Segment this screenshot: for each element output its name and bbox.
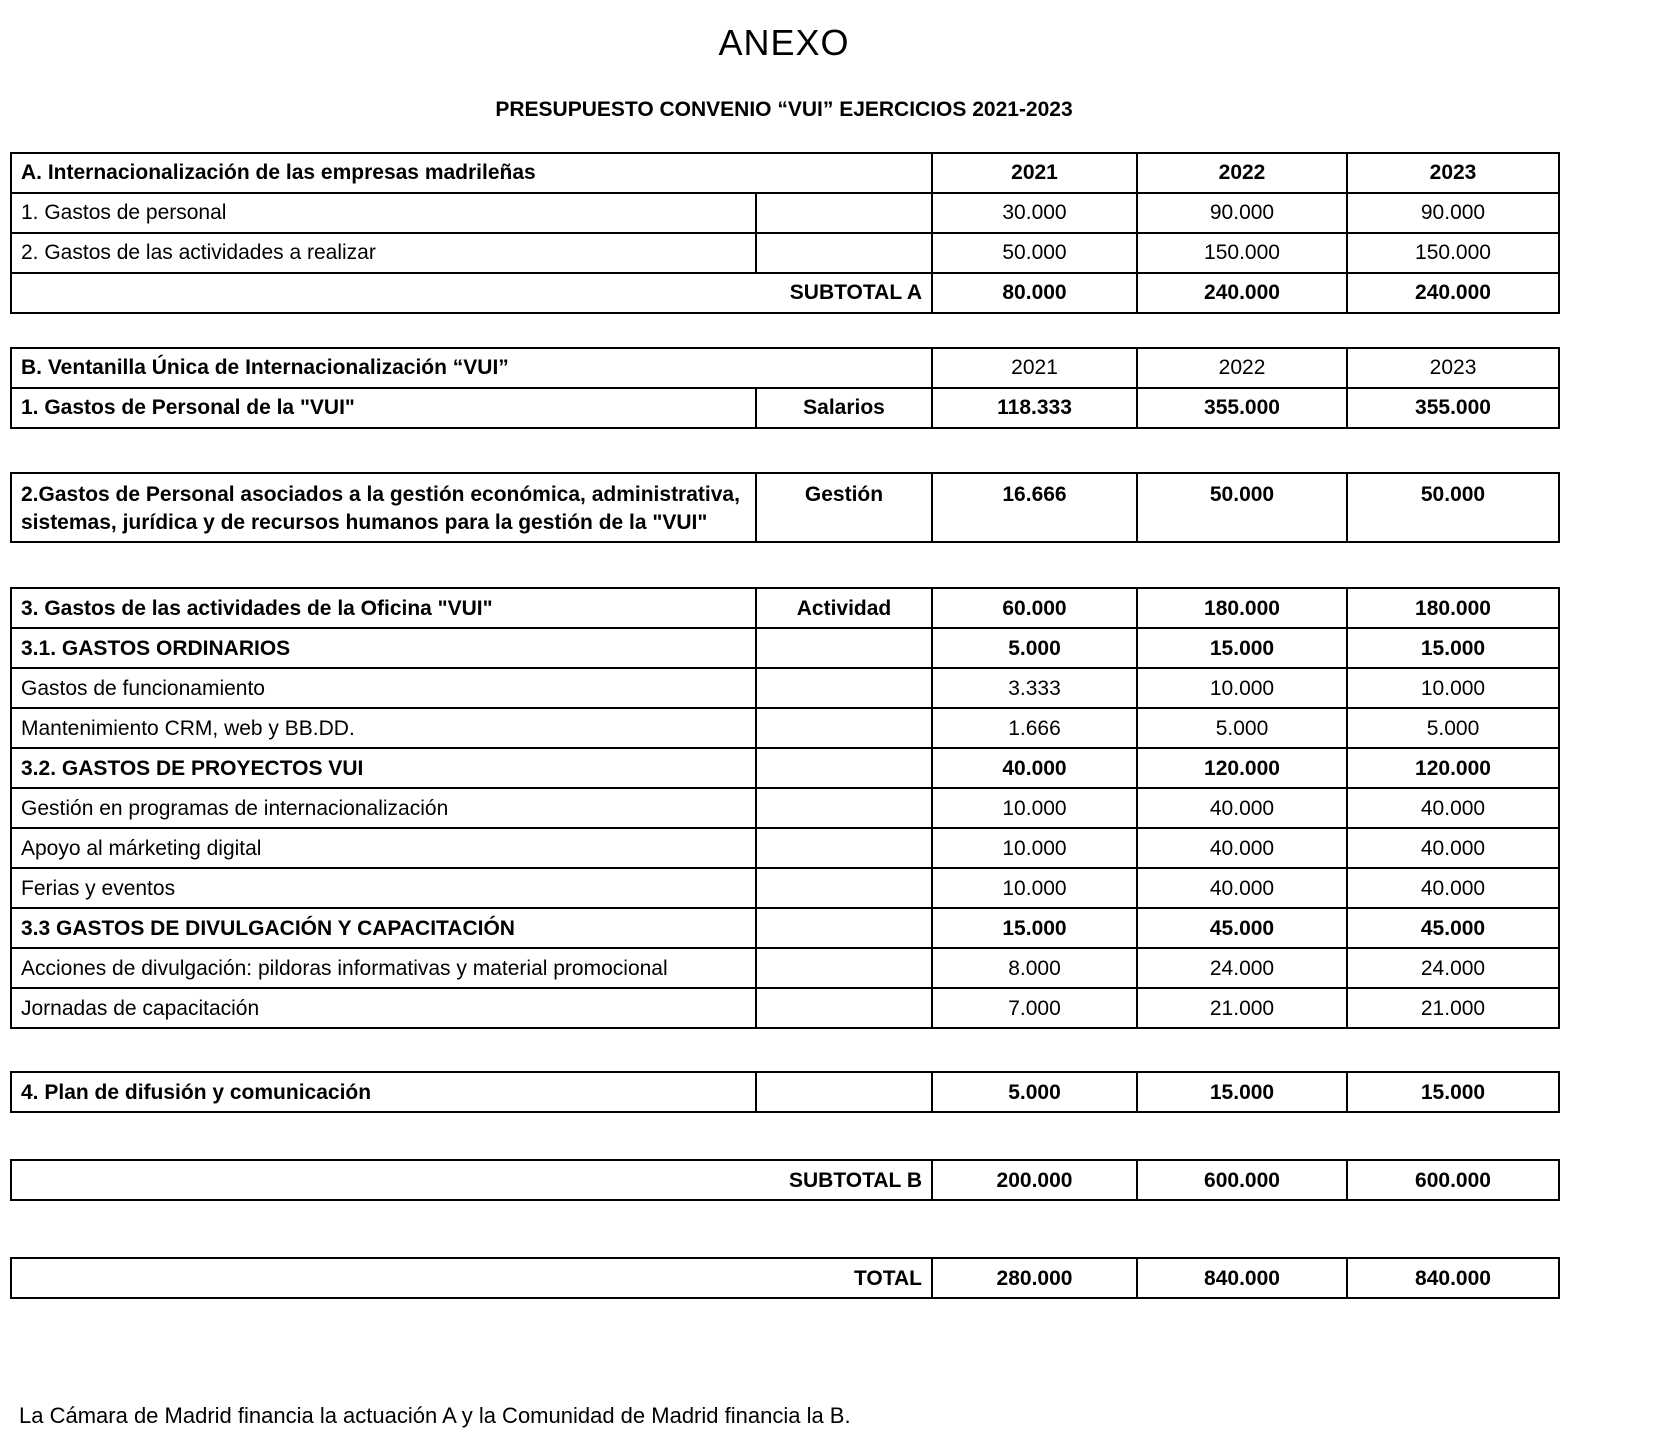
value-2022: 40.000 [1137,828,1347,868]
value-2022: 21.000 [1137,988,1347,1028]
subtotal-b-2021: 200.000 [932,1160,1137,1200]
table-a-header-row [11,153,1559,193]
value-2022: 355.000 [1137,388,1347,428]
subtotal-b-label: SUBTOTAL B [11,1160,932,1200]
value-2022: 15.000 [1137,1072,1347,1112]
value-2023: 90.000 [1347,193,1559,233]
table-row [11,748,1559,788]
value-2022: 15.000 [1137,628,1347,668]
value-2023: 40.000 [1347,868,1559,908]
row-label: 3. Gastos de las actividades de la Oficina "VUI" [11,588,756,628]
table-subtotal-b [10,1159,1560,1201]
value-2022: 10.000 [1137,668,1347,708]
value-2022: 40.000 [1137,868,1347,908]
value-2023: 120.000 [1347,748,1559,788]
table-row [11,788,1559,828]
table-row [11,388,1559,428]
empty-cell [756,628,932,668]
row-label: 1. Gastos de Personal de la "VUI" [11,388,756,428]
value-2023: 150.000 [1347,233,1559,273]
row-label: Jornadas de capacitación [11,988,756,1028]
value-2023: 15.000 [1347,1072,1559,1112]
table-row [11,193,1559,233]
year-header-2023: 2023 [1347,153,1559,193]
value-2021: 16.666 [932,473,1137,542]
row-label: 1. Gastos de personal [11,193,756,233]
value-2021: 10.000 [932,788,1137,828]
subtotal-a-2022: 240.000 [1137,273,1347,313]
value-2023: 21.000 [1347,988,1559,1028]
total-2022: 840.000 [1137,1258,1347,1298]
empty-cell [756,948,932,988]
empty-cell [756,233,932,273]
subtotal-a-label: SUBTOTAL A [11,273,932,313]
year-header-2021: 2021 [932,348,1137,388]
table-row [11,908,1559,948]
value-2022: 150.000 [1137,233,1347,273]
table-section-2 [10,472,1560,543]
value-2023: 45.000 [1347,908,1559,948]
table-total [10,1257,1560,1299]
total-2023: 840.000 [1347,1258,1559,1298]
empty-cell [756,908,932,948]
subtotal-a-row [11,273,1559,313]
value-2021: 3.333 [932,668,1137,708]
subtotal-a-2023: 240.000 [1347,273,1559,313]
value-2022: 180.000 [1137,588,1347,628]
table-row [11,588,1559,628]
document-page [10,0,1558,1429]
row-label: Ferias y eventos [11,868,756,908]
row-tag: Gestión [756,473,932,542]
table-row [11,948,1559,988]
empty-cell [756,1072,932,1112]
row-tag: Salarios [756,388,932,428]
year-header-2021: 2021 [932,153,1137,193]
year-header-2023: 2023 [1347,348,1559,388]
table-row [11,473,1559,542]
subtotal-a-2021: 80.000 [932,273,1137,313]
value-2021: 7.000 [932,988,1137,1028]
value-2021: 50.000 [932,233,1137,273]
value-2021: 5.000 [932,1072,1137,1112]
value-2021: 1.666 [932,708,1137,748]
footnote: La Cámara de Madrid financia la actuación A y la Comunidad de Madrid financia la B. [19,1403,851,1429]
value-2022: 120.000 [1137,748,1347,788]
value-2023: 40.000 [1347,788,1559,828]
value-2022: 45.000 [1137,908,1347,948]
empty-cell [756,193,932,233]
value-2023: 180.000 [1347,588,1559,628]
empty-cell [756,828,932,868]
row-label: Mantenimiento CRM, web y BB.DD. [11,708,756,748]
empty-cell [756,988,932,1028]
value-2021: 118.333 [932,388,1137,428]
year-header-2022: 2022 [1137,153,1347,193]
row-label: 3.3 GASTOS DE DIVULGACIÓN Y CAPACITACIÓN [11,908,756,948]
value-2023: 50.000 [1347,473,1559,542]
value-2021: 5.000 [932,628,1137,668]
table-b-header-row [11,348,1559,388]
value-2021: 60.000 [932,588,1137,628]
table-row [11,233,1559,273]
value-2021: 10.000 [932,828,1137,868]
row-label: 4. Plan de difusión y comunicación [11,1072,756,1112]
table-section-3 [10,587,1560,1029]
empty-cell [756,708,932,748]
row-label: 2. Gastos de las actividades a realizar [11,233,756,273]
subtotal-b-2022: 600.000 [1137,1160,1347,1200]
row-label: Gestión en programas de internacionalización [11,788,756,828]
table-row [11,1072,1559,1112]
value-2022: 90.000 [1137,193,1347,233]
value-2022: 40.000 [1137,788,1347,828]
row-label: 2.Gastos de Personal asociados a la gestión económica, administrativa, sistemas, jurídica y de recursos humanos para la gestión de la "VUI" [11,473,756,542]
row-label: Acciones de divulgación: pildoras informativas y material promocional [11,948,756,988]
value-2022: 5.000 [1137,708,1347,748]
value-2023: 5.000 [1347,708,1559,748]
empty-cell [756,788,932,828]
total-2021: 280.000 [932,1258,1137,1298]
value-2023: 24.000 [1347,948,1559,988]
value-2021: 10.000 [932,868,1137,908]
value-2023: 15.000 [1347,628,1559,668]
total-label: TOTAL [11,1258,932,1298]
year-header-2022: 2022 [1137,348,1347,388]
value-2021: 40.000 [932,748,1137,788]
page-title: ANEXO [718,22,850,63]
table-row [11,668,1559,708]
row-tag: Actividad [756,588,932,628]
page-subtitle: PRESUPUESTO CONVENIO “VUI” EJERCICIOS 2021-2023 [495,98,1073,121]
table-section-4 [10,1071,1560,1113]
value-2021: 30.000 [932,193,1137,233]
value-2023: 10.000 [1347,668,1559,708]
row-label: 3.2. GASTOS DE PROYECTOS VUI [11,748,756,788]
empty-cell [756,868,932,908]
row-label: Gastos de funcionamiento [11,668,756,708]
table-row [11,988,1559,1028]
empty-cell [756,668,932,708]
empty-cell [756,748,932,788]
table-a-header: A. Internacionalización de las empresas madrileñas [11,153,932,193]
table-row [11,868,1559,908]
value-2023: 40.000 [1347,828,1559,868]
table-b [10,347,1560,429]
value-2023: 355.000 [1347,388,1559,428]
table-b-header: B. Ventanilla Única de Internacionalización “VUI” [11,348,932,388]
row-label: 3.1. GASTOS ORDINARIOS [11,628,756,668]
table-row [11,828,1559,868]
value-2022: 50.000 [1137,473,1347,542]
table-a [10,152,1560,314]
value-2021: 8.000 [932,948,1137,988]
value-2021: 15.000 [932,908,1137,948]
table-row [11,628,1559,668]
subtotal-b-2023: 600.000 [1347,1160,1559,1200]
value-2022: 24.000 [1137,948,1347,988]
table-row [11,708,1559,748]
row-label: Apoyo al márketing digital [11,828,756,868]
subtotal-b-row [11,1160,1559,1200]
total-row [11,1258,1559,1298]
